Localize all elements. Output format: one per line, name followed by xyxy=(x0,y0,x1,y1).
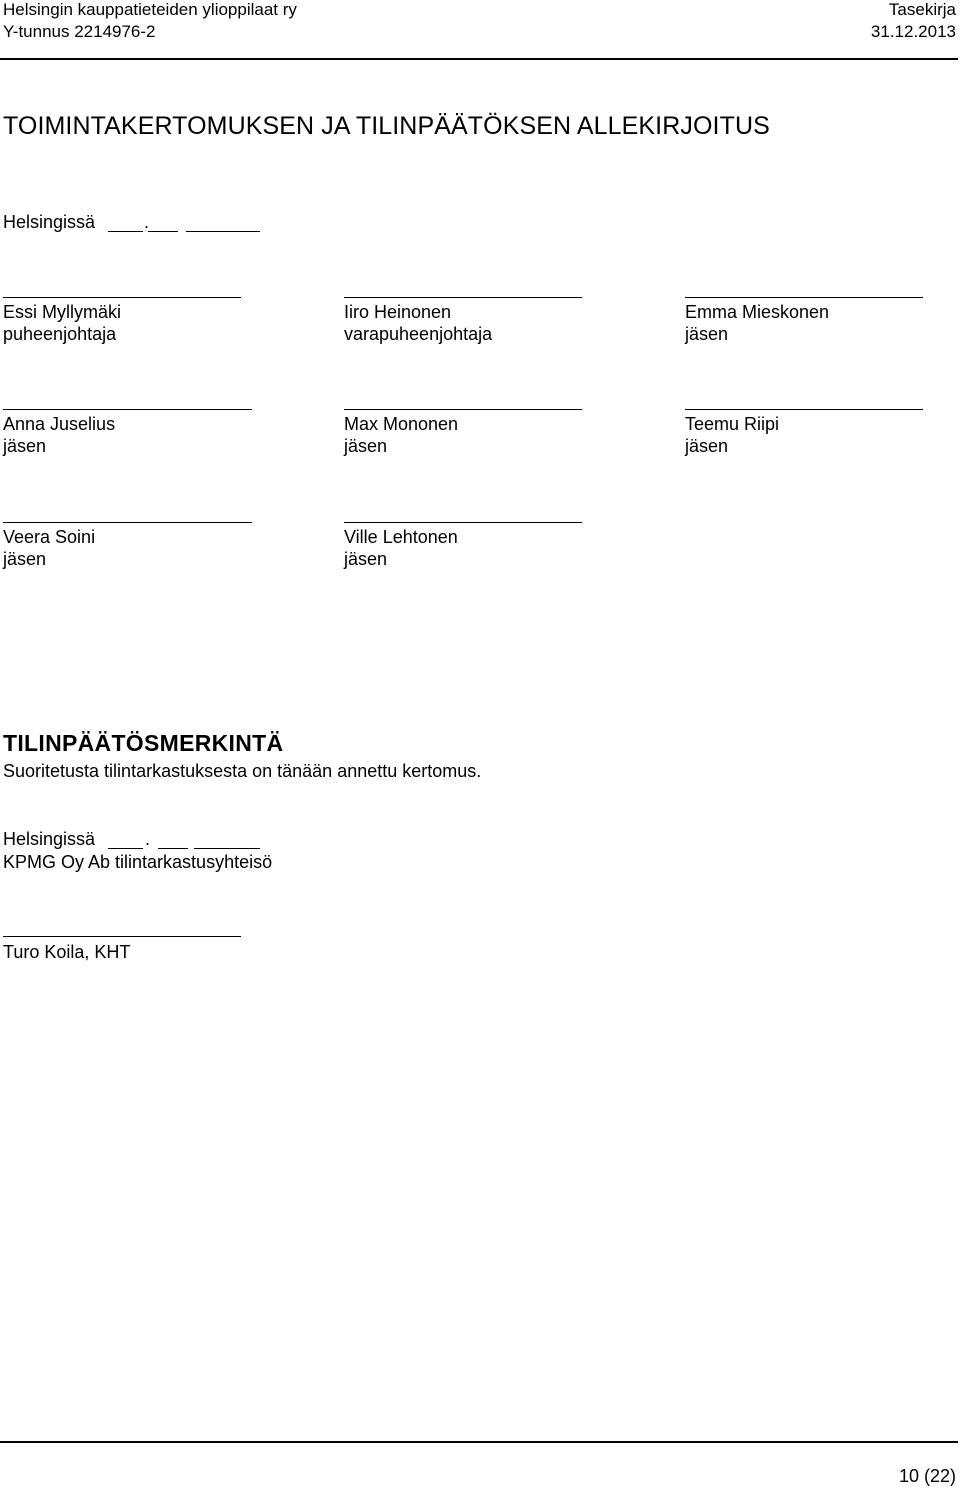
signature-line xyxy=(344,409,582,410)
signatory-role: jäsen xyxy=(685,324,729,344)
date-month-blank xyxy=(148,231,178,232)
signature-line xyxy=(3,297,241,298)
signatory-role: jäsen xyxy=(685,436,729,456)
signatory-role: jäsen xyxy=(344,549,388,569)
signatory-role: jäsen xyxy=(3,549,47,569)
signature-line xyxy=(685,409,923,410)
audit-date-day-blank xyxy=(108,848,143,849)
signatory-role: varapuheenjohtaja xyxy=(344,324,493,344)
audit-statement: Suoritetusta tilintarkastuksesta on tänään annettu kertomus. xyxy=(3,761,482,781)
signature-line xyxy=(3,522,252,523)
audit-place: Helsingissä xyxy=(3,829,96,849)
organization-name: Helsingin kauppatieteiden ylioppilaat ry xyxy=(3,0,297,19)
signatory-name: Iiro Heinonen xyxy=(344,302,452,322)
auditor-signature-line xyxy=(3,936,241,937)
audit-date-separator: . xyxy=(145,829,151,849)
date-separator: . xyxy=(144,212,150,232)
signature-line xyxy=(344,297,582,298)
audit-firm: KPMG Oy Ab tilintarkastusyhteisö xyxy=(3,852,273,872)
signature-line xyxy=(344,522,582,523)
date-day-blank xyxy=(108,231,143,232)
signatory-name: Ville Lehtonen xyxy=(344,527,458,547)
page-number: 10 (22) xyxy=(898,1466,956,1486)
signatory-name: Max Mononen xyxy=(344,414,459,434)
signatures-title: TOIMINTAKERTOMUKSEN JA TILINPÄÄTÖKSEN ALLEKIRJOITUS xyxy=(3,112,770,140)
signature-line xyxy=(3,409,252,410)
signing-place: Helsingissä xyxy=(3,212,96,232)
signatory-name: Emma Mieskonen xyxy=(685,302,830,322)
signatory-name: Essi Myllymäki xyxy=(3,302,122,322)
auditor-name: Turo Koila, KHT xyxy=(3,942,131,962)
signatory-role: jäsen xyxy=(344,436,388,456)
document-type: Tasekirja xyxy=(888,0,956,19)
document-date: 31.12.2013 xyxy=(870,22,956,41)
audit-date-year-blank xyxy=(194,848,260,849)
signatory-role: jäsen xyxy=(3,436,47,456)
signatory-role: puheenjohtaja xyxy=(3,324,117,344)
signatory-name: Anna Juselius xyxy=(3,414,116,434)
signatory-name: Veera Soini xyxy=(3,527,96,547)
audit-date-month-blank xyxy=(158,848,188,849)
signatory-name: Teemu Riipi xyxy=(685,414,780,434)
footer-divider xyxy=(0,1441,958,1443)
date-year-blank xyxy=(186,231,260,232)
header-divider xyxy=(0,58,958,60)
business-id: Y-tunnus 2214976-2 xyxy=(3,22,156,41)
signature-line xyxy=(685,297,923,298)
audit-title: TILINPÄÄTÖSMERKINTÄ xyxy=(3,730,284,756)
